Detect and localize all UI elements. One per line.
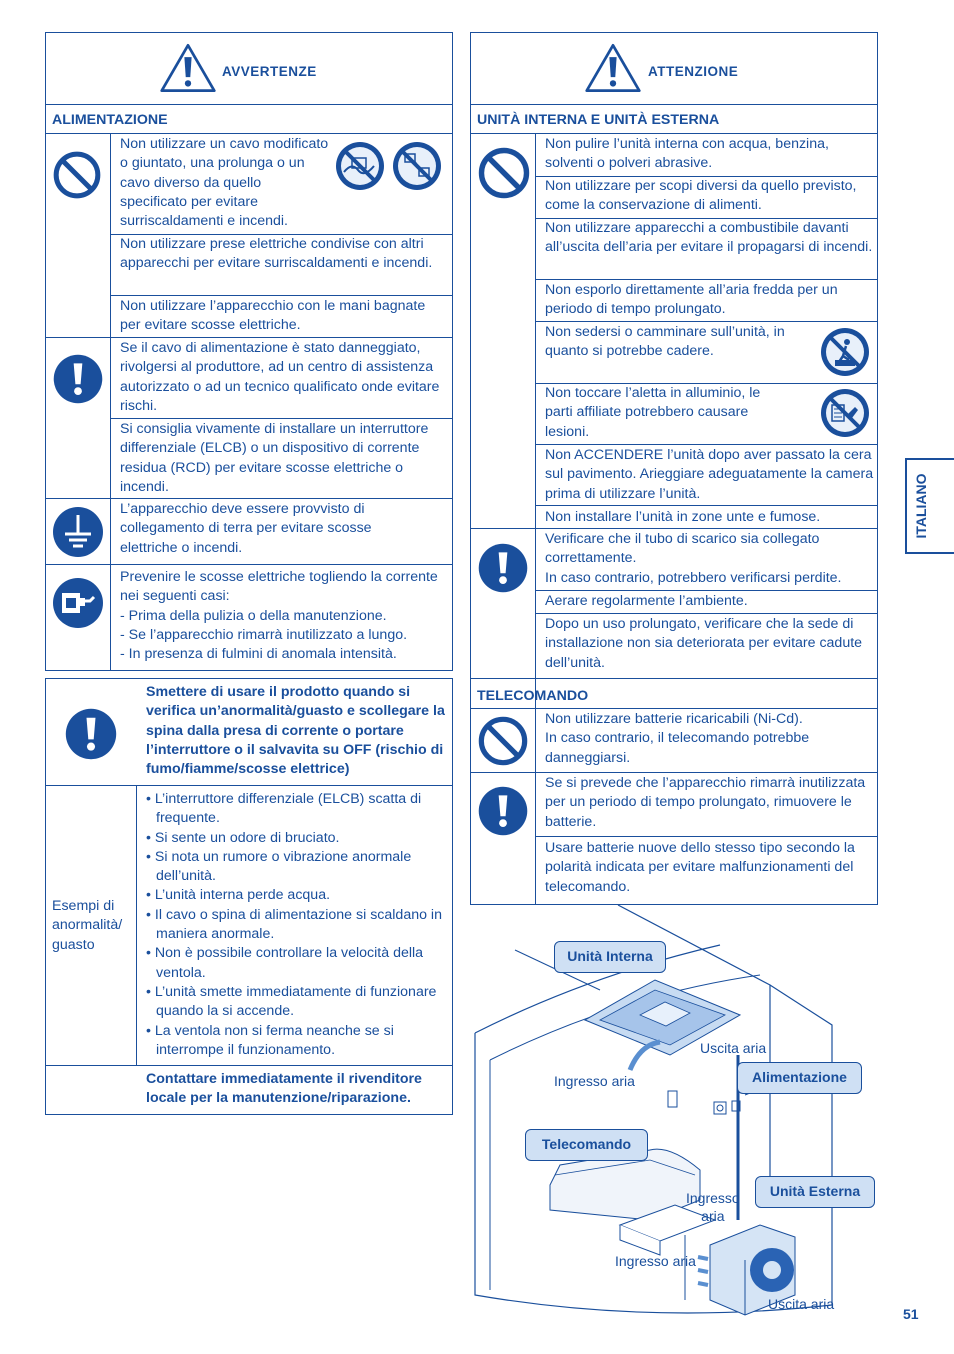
list-item: • L’unità smette immediatamente di funzionare quando la si accende. xyxy=(146,983,437,1020)
callout-power-supply: Alimentazione xyxy=(737,1062,862,1094)
units-row-5-text: Non sedersi o camminare sull’unità, in quanto si potrebbe cadere. xyxy=(545,324,785,360)
remote-row-1-text: Non utilizzare batterie ricaricabili (Ni-Cd). In caso contrario, il telecomando potrebbe danneggiarsi. xyxy=(545,711,810,766)
power-row-7-text: Prevenire le scosse elettriche togliendo la corrente nei seguenti casi: - Prima della pulizia o della manutenzione. - Se l’apparecchio rimarrà inutilizzato a lungo. - In presenza di fulmini di anomala intensità. xyxy=(120,569,438,663)
list-item: • Si nota un rumore o vibrazione anormale dell’unità. xyxy=(146,848,412,885)
warning-triangle-icon xyxy=(159,42,217,94)
label-air-inlet-outdoor-side: Ingresso aria xyxy=(615,1253,696,1269)
units-row-4-text: Non esporlo direttamente all’aria fredda per un periodo di tempo prolungato. xyxy=(545,282,838,318)
label-air-inlet-indoor: Ingresso aria xyxy=(554,1073,635,1089)
label-air-inlet-outdoor-top: Ingresso aria xyxy=(686,1190,740,1224)
power-row-5-text: Si consiglia vivamente di installare un interruttore differenziale (ELCB) o un dispositivo di corrente residua (RCD) per evitare scosse elettriche o incendi. xyxy=(120,421,429,495)
callout-remote-control: Telecomando xyxy=(525,1129,648,1161)
units-row-8-text: Non installare l’unità in zone unte e fumose. xyxy=(545,509,821,525)
power-row-4-text: Se il cavo di alimentazione è stato danneggiato, rivolgersi al produttore, ad un centro di assistenza autorizzato o ad un tecnico qualificato onde evitare rischi. xyxy=(120,340,440,414)
page-number: 51 xyxy=(903,1306,919,1322)
power-row-1-text: Non utilizzare un cavo modificato o giuntato, una prolunga o un cavo diverso da quello specificato per evitare surriscaldamenti e incendi. xyxy=(120,136,329,230)
no-extension-icon xyxy=(391,140,443,192)
callout-outdoor-unit: Unità Esterna xyxy=(755,1176,875,1208)
power-row-3-text: Non utilizzare l’apparecchio con le mani bagnate per evitare scosse elettriche. xyxy=(120,298,426,334)
power-row-2-text: Non utilizzare prese elettriche condivise con altri apparecchi per evitare surriscaldamenti e incendi. xyxy=(120,236,433,272)
power-row-6-text: L’apparecchio deve essere provvisto di collegamento di terra per evitare scosse elettriche o incendi. xyxy=(120,501,372,556)
units-row-9-text: Verificare che il tubo di scarico sia collegato correttamente. In caso contrario, potrebbero verificarsi perdite. xyxy=(545,531,842,586)
no-touch-fin-icon xyxy=(819,387,871,439)
section-title-units: UNITÀ INTERNA E UNITÀ ESTERNA xyxy=(477,112,720,128)
warning-triangle-icon xyxy=(584,42,642,94)
list-item: • L’interruttore differenziale (ELCB) scatta di frequente. xyxy=(146,791,422,827)
language-tab-label: ITALIANO xyxy=(913,473,929,539)
ground-icon xyxy=(52,506,104,558)
no-splice-icon xyxy=(334,140,386,192)
language-tab xyxy=(905,458,954,554)
prohibition-icon xyxy=(477,715,529,767)
units-row-6-text: Non toccare l’aletta in alluminio, le parti affiliate potrebbero causare lesioni. xyxy=(545,385,761,440)
abnormality-footer: Contattare immediatamente il rivenditore locale per la manutenzione/riparazione. xyxy=(146,1071,422,1107)
list-item: • Il cavo o spina di alimentazione si scaldano in maniera anormale. xyxy=(146,906,442,943)
unplug-icon xyxy=(52,577,104,629)
units-row-1-text: Non pulire l’unità interna con acqua, benzina, solventi o polveri abrasive. xyxy=(545,136,829,172)
abnormality-title: Smettere di usare il prodotto quando si verifica un’anormalità/guasto e scollegare la spina dalla presa di corrente o portare l’interruttore o il salvavita su OFF (rischio di fumo/fiamme/scosse elettrice) xyxy=(146,684,445,778)
remote-row-3-text: Usare batterie nuove dello stesso tipo secondo la polarità indicata per evitare malfunzionamenti del telecomando. xyxy=(545,840,855,895)
list-item: • La ventola non si ferma neanche se si interrompe il funzionamento. xyxy=(146,1022,394,1058)
section-title-power: ALIMENTAZIONE xyxy=(52,112,168,128)
units-row-11-text: Dopo un uso prolungato, verificare che la sede di installazione non sia deteriorata per evitare cadute dell’unità. xyxy=(545,616,863,671)
abnormality-list xyxy=(146,790,446,1060)
no-sit-icon xyxy=(819,326,871,378)
caution-header: ATTENZIONE xyxy=(648,64,739,79)
mandatory-icon xyxy=(64,707,118,761)
remote-row-2-text: Se si prevede che l’apparecchio rimarrà inutilizzata per un periodo di tempo prolungato, rimuovere le batterie. xyxy=(545,775,866,830)
warnings-header: AVVERTENZE xyxy=(222,64,317,79)
abnormality-label: Esempi di anormalità/ guasto xyxy=(52,898,123,953)
list-item: • Non è possibile controllare la velocità della ventola. xyxy=(146,945,424,981)
mandatory-icon xyxy=(477,542,529,594)
list-item: • L’unità interna perde acqua. xyxy=(146,887,331,904)
label-air-outlet-indoor: Uscita aria xyxy=(700,1040,767,1056)
prohibition-icon xyxy=(477,146,531,200)
units-row-10-text: Aerare regolarmente l’ambiente. xyxy=(545,593,748,609)
list-item: • Si sente un odore di bruciato. xyxy=(146,829,340,846)
prohibition-icon xyxy=(52,150,102,200)
units-row-3-text: Non utilizzare apparecchi a combustibile davanti all’uscita dell’aria per evitare il propagarsi di incendi. xyxy=(545,220,873,256)
units-row-2-text: Non utilizzare per scopi diversi da quello previsto, come la conservazione di alimenti. xyxy=(545,178,857,214)
mandatory-icon xyxy=(52,353,104,405)
mandatory-icon xyxy=(477,785,529,837)
callout-indoor-unit: Unità Interna xyxy=(554,941,666,973)
label-air-outlet-outdoor: Uscita aria xyxy=(768,1296,835,1312)
units-row-7-text: Non ACCENDERE l’unità dopo aver passato la cera sul pavimento. Arieggiare adeguatamente la camera prima di utilizzare l’unità. xyxy=(545,447,874,502)
section-title-remote: TELECOMANDO xyxy=(477,688,589,704)
